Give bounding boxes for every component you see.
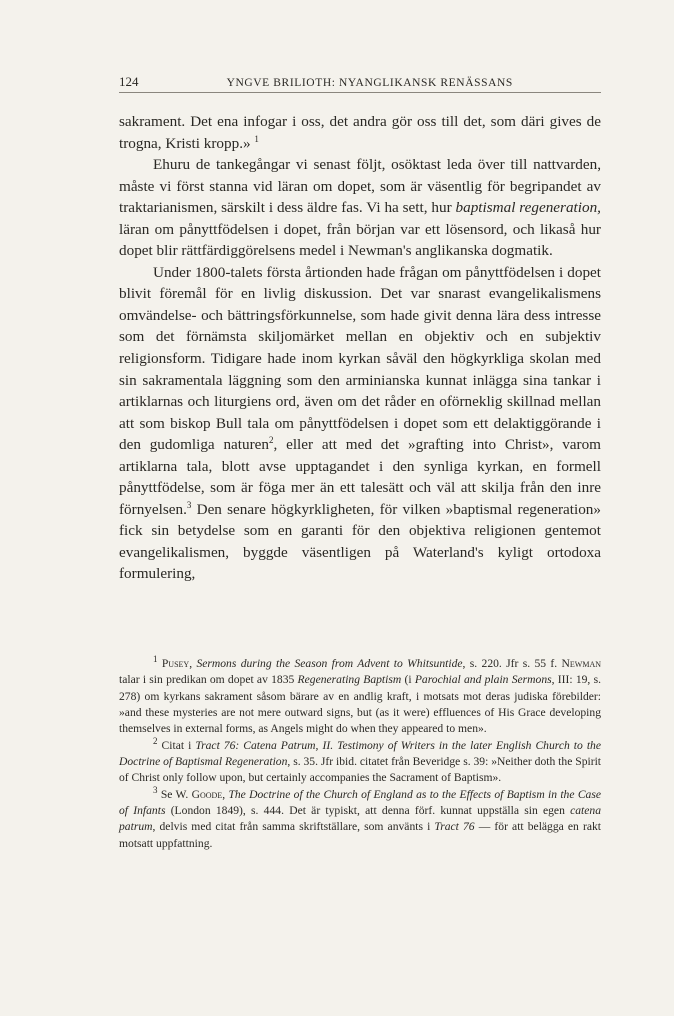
main-text <box>119 111 601 585</box>
header-rule <box>119 92 601 93</box>
footnote-ref-1: 1 <box>254 133 259 144</box>
footnote-2: $^2$ Citat i Tract 76: Catena Patrum, II. Testimony of Writers in the later English Church to the Doctrine of Baptismal Regeneration, s. 35. Jfr ibid. citatet från Beveridge s. 39: »Neither doth the Spirit of Christ only follow upon, but certainly accompanies the Sacrament of Baptism». <box>119 735 602 785</box>
paragraph-2: Ehuru de tankegångar vi senast följt, osöktast leda över till nattvarden, måste vi först stanna vid läran om dopet, som är väsentlig för begripandet av traktarianismen, särskilt i dess äldre fas. Vi ha sett, hur baptismal regeneration, läran om pånyttfödelsen i dopet, från början var ett lösensord, och likaså hur dopet blir rättfärdiggörelsens medel i Newman's anglikanska dogmatik. <box>119 156 601 260</box>
paragraph-3: Under 1800-talets första årtionden hade frågan om pånyttfödelsen i dopet blivit föremål för en livlig diskussion. Det var snarast evangelikalismens omvändelse- och bättringsförkunnelse, som hade givit denna lära dess intresse som det förnämsta skiljomärket mellan en objektiv och en subjektiv religionsform. Tidigare hade inom kyrkan såväl den högkyrkliga skolan med sin sakramentala läggning som den arminianska kunnat inlägga sina tankar i artiklarnas och liturgiens ord, även om det råder en oförneklig skillnad mellan att som biskop Bull tala om pånyttfödelsen i dopet som ett delaktiggörande i den gudomliga naturen$^2$, eller att med det »grafting into Christ», varom artiklarna tala, blott avse upptagandet i den synliga kyrkan, en formell pånyttfödelse, som är föga mer än ett talesätt och väl att skilja från den inre förnyelsen.$^3$ Den senare högkyrkligheten, för vilken »baptismal regeneration» fick sin betydelse som en garanti för den objektiva religionen gentemot evangelikalismen, byggde väsentligen på Waterland's kyligt ortodoxa formulering, <box>119 263 602 583</box>
running-title: YNGVE BRILIOTH: NYANGLIKANSK RENÄSSANS <box>226 77 513 89</box>
footnote-ref-3: 3 <box>186 499 192 510</box>
footnote-3: $^3$ Se W. Goode, The Doctrine of the Church of England as to the Effects of Baptism in the Case of Infants (London 1849), s. 444. Det är typiskt, att denna förf. kunnat uppställa sin egen catena patrum, delvis med citat från samma skriftställare, som använts i Tract 76 — för att belägga en rakt motsatt uppfattning. <box>119 784 602 850</box>
page-number: 124 <box>119 74 139 89</box>
footnotes <box>119 656 601 852</box>
paragraph-1: sakrament. Det ena infogar i oss, det andra gör oss till det, som däri gives de trogna, Kristi kropp.» $^1$ <box>119 113 601 152</box>
running-head <box>119 74 601 90</box>
footnote-ref-2: 2 <box>269 435 274 446</box>
footnote-1: $^1$ Pusey, Sermons during the Season from Advent to Whitsuntide, s. 220. Jfr s. 55 f. Newman talar i sin predikan om dopet av 1835 Regenerating Baptism (i Parochial and plain Sermons, III: 19, s. 278) om kyrkans sakrament såsom bärare av en andlig kraft, i motsats mot deras judiska förebilder: »and these mysteries are not mere outward signs, but (as it were) effluences of His Grace developing themselves in external forms, as Angels might do when they appeared to men». <box>119 654 602 736</box>
emphasis: baptismal regeneration, <box>455 199 601 217</box>
